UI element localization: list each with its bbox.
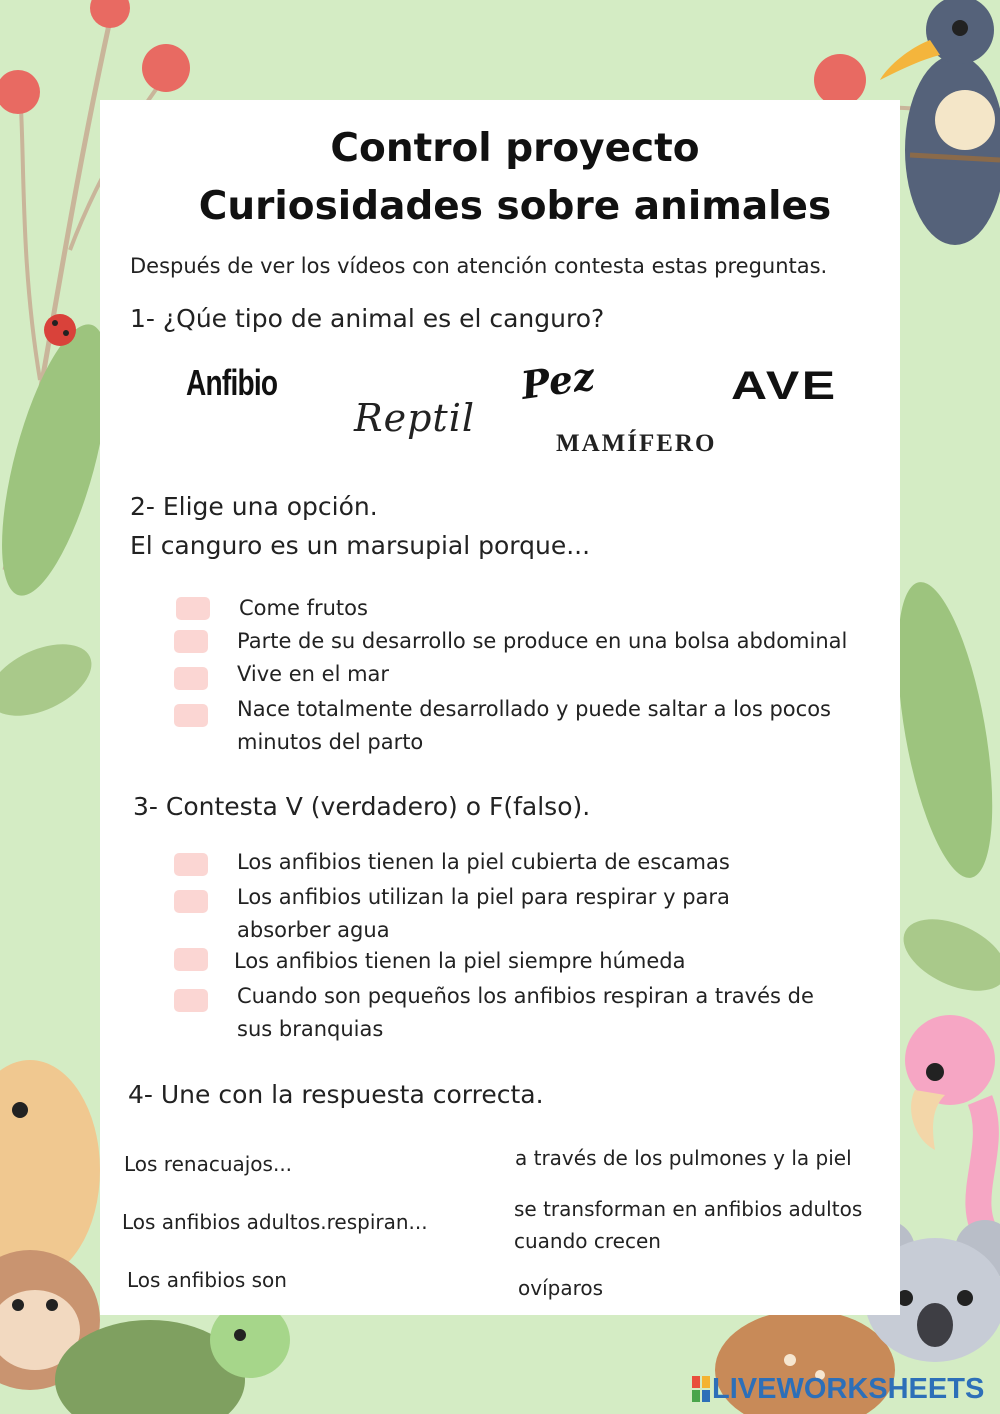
true-false-box[interactable] (174, 989, 208, 1012)
match-left-item[interactable]: Los renacuajos... (124, 1152, 293, 1176)
option-checkbox[interactable] (174, 704, 208, 727)
match-right-item[interactable]: se transforman en anfibios adultos (514, 1197, 863, 1221)
match-right-item[interactable]: ovíparos (518, 1276, 604, 1300)
match-right-item-continued[interactable]: cuando crecen (514, 1229, 661, 1253)
choice-pez[interactable]: Pez (518, 353, 598, 408)
choice-mamifero[interactable]: MAMÍFERO (556, 430, 717, 457)
option-label-continued: minutos del parto (237, 730, 424, 754)
option-checkbox[interactable] (174, 667, 208, 690)
question-4: 4- Une con la respuesta correcta. (128, 1080, 544, 1109)
question-2-prompt: El canguro es un marsupial porque... (130, 531, 591, 560)
statement-label: Cuando son pequeños los anfibios respiran a través de (237, 984, 814, 1008)
question-2-title: 2- Elige una opción. (130, 492, 378, 521)
choice-ave[interactable]: AVE (731, 364, 838, 408)
option-label: Parte de su desarrollo se produce en una bolsa abdominal (237, 629, 848, 653)
match-left-item[interactable]: Los anfibios son (127, 1268, 287, 1292)
statement-label-continued: sus branquias (237, 1017, 384, 1041)
option-checkbox[interactable] (176, 597, 210, 620)
statement-label: Los anfibios utilizan la piel para respirar y para (237, 885, 730, 909)
question-1: 1- ¿Qúe tipo de animal es el canguro? (130, 304, 605, 333)
liveworksheets-logo-icon (692, 1376, 710, 1402)
option-label: Vive en el mar (237, 662, 390, 686)
statement-label-continued: absorber agua (237, 918, 390, 942)
option-checkbox[interactable] (174, 630, 208, 653)
option-label: Nace totalmente desarrollado y puede saltar a los pocos (237, 697, 831, 721)
statement-label: Los anfibios tienen la piel siempre húmeda (234, 949, 686, 973)
match-right-item[interactable]: a través de los pulmones y la piel (515, 1146, 852, 1170)
option-label: Come frutos (239, 596, 368, 620)
match-left-item[interactable]: Los anfibios adultos.respiran... (122, 1210, 428, 1234)
statement-label: Los anfibios tienen la piel cubierta de escamas (237, 850, 730, 874)
choice-reptil[interactable]: Reptil (354, 396, 476, 440)
question-3: 3- Contesta V (verdadero) o F(falso). (133, 792, 591, 821)
true-false-box[interactable] (174, 853, 208, 876)
true-false-box[interactable] (174, 890, 208, 913)
watermark: LIVEWORKSHEETS (712, 1373, 985, 1405)
title-line-1: Control proyecto (330, 126, 700, 171)
title-line-2: Curiosidades sobre animales (198, 184, 832, 229)
instructions: Después de ver los vídeos con atención contesta estas preguntas. (130, 254, 828, 278)
choice-anfibio[interactable]: Anfibio (186, 362, 278, 403)
true-false-box[interactable] (174, 948, 208, 971)
